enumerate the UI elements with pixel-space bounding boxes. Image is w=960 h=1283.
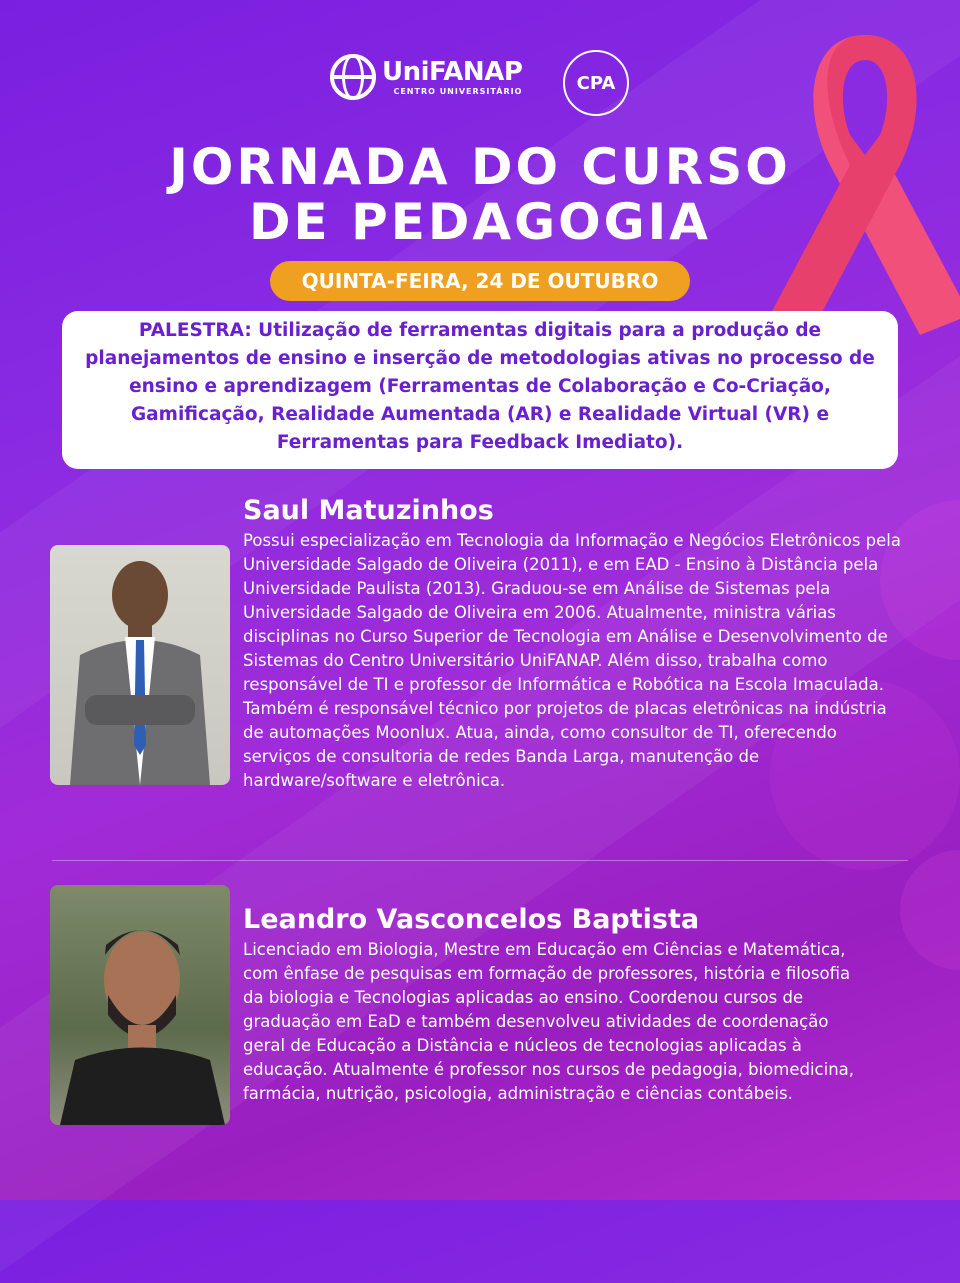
cpa-seal xyxy=(563,50,629,116)
speaker-photo-leandro xyxy=(50,885,230,1125)
background-circle xyxy=(900,850,960,970)
logo-name: UniFANAP xyxy=(382,56,523,87)
globe-icon xyxy=(330,54,376,100)
speaker-bio: Possui especialização em Tecnologia da Informação e Negócios Eletrônicos pela Universidade Salgado de Oliveira (2011), e em EAD - Ensino à Distância pela Universidade Paulista (2013). Graduou-se em Análise de Sistemas pela Universidade Salgado de Oliveira em 2006. Atualmente, ministra várias disciplinas no Curso Superior de Tecnologia em Análise e Desenvolvimento de Sistemas do Centro Universitário UniFANAP. Além disso, trabalha como responsável de TI e professor de Informática e Robótica na Escola Imaculada. Também é responsável técnico por projetos de placas eletrônicas na indústria de automações Moonlux. Atua, ainda, como consultor de TI, oferecendo serviços de consultoria de redes Banda Larga, manutenção de hardware/software e eletrônica. xyxy=(243,531,901,790)
cpa-label: CPA xyxy=(576,72,616,94)
speaker-name: Leandro Vasconcelos Baptista xyxy=(243,904,700,935)
date-badge: QUINTA-FEIRA, 24 DE OUTUBRO xyxy=(270,261,690,301)
divider xyxy=(52,860,908,861)
speaker-name: Saul Matuzinhos xyxy=(243,495,494,526)
header xyxy=(0,50,960,110)
palestra-box: PALESTRA: Utilização de ferramentas digitais para a produção de planejamentos de ensino e inserção de metodologias ativas no processo de ensino e aprendizagem (Ferramentas de Colaboração e Co-Criação, Gamificação, Realidade Aumentada (AR) e Realidade Virtual (VR) e Ferramentas para Feedback Imediato). xyxy=(62,311,898,469)
title-line-1: JORNADA DO CURSO xyxy=(169,138,791,196)
title-line-2: DE PEDAGOGIA xyxy=(249,193,711,251)
speaker-bio: Licenciado em Biologia, Mestre em Educação em Ciências e Matemática, com ênfase de pesquisas em formação de professores, história e filosofia da biologia e Tecnologias aplicadas ao ensino. Coordenou cursos de graduação em EaD e também desenvolveu atividades de coordenação geral de Educação a Distância e núcleos de tecnologias aplicadas à educação. Atualmente é professor nos cursos de pedagogia, biomedicina, farmácia, nutrição, psicologia, administração e ciências contábeis. xyxy=(243,940,855,1103)
unifanap-logo xyxy=(330,54,522,100)
speaker-photo-saul xyxy=(50,545,230,785)
page-title xyxy=(0,140,960,250)
logo-subtitle: CENTRO UNIVERSITÁRIO xyxy=(393,86,523,96)
